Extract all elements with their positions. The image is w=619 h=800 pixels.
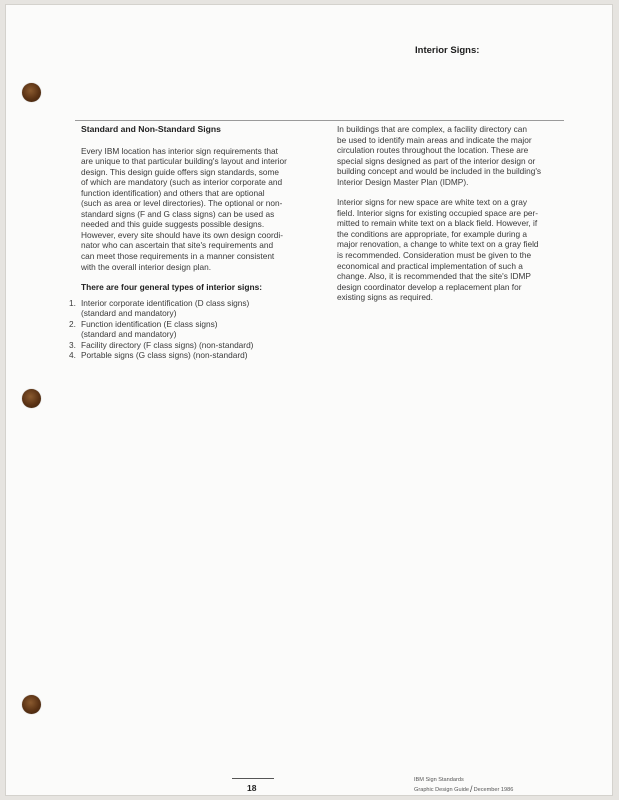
section-title: Interior Signs: (415, 45, 480, 56)
list-number: 2. (69, 318, 76, 329)
footer-line-2 (414, 784, 513, 794)
right-paragraph-2: Interior signs for new space are white text on a gray field. Interior signs for existing occupied space are per- mitted to remain white text on a black field. However, if the conditions are appropriate, for example during a major renovation, a change to white text on a gray field is recommended. Consideration must be given to the economical and practical implementation of such a change. Also, it is recommended that the site's IDMP design coordinator develop a replacement plan for existing signs as required. (337, 197, 539, 303)
top-divider (75, 120, 564, 121)
footer-slash: / (470, 784, 473, 794)
sign-types-list (69, 298, 316, 361)
binder-hole-bottom (22, 695, 41, 714)
list-item (69, 340, 316, 351)
right-paragraph-1: In buildings that are complex, a facility directory can be used to identify main areas and indicate the major circulation routes throughout the location. These are special signs designed as part of the interior design or building concept and would be included in the building's Interior Design Master Plan (IDMP). (337, 124, 542, 187)
list-number: 4. (69, 350, 76, 361)
document-page (5, 4, 613, 796)
list-text: Facility directory (F class signs) (non-standard) (81, 339, 254, 350)
list-number: 1. (69, 297, 76, 308)
left-heading: Standard and Non-Standard Signs (81, 124, 221, 134)
list-item (69, 350, 316, 361)
list-text: Portable signs (G class signs) (non-standard) (81, 350, 248, 361)
binder-hole-middle (22, 389, 41, 408)
footer-line-1: IBM Sign Standards (414, 777, 464, 783)
list-number: 3. (69, 339, 76, 350)
right-column (337, 124, 569, 313)
left-paragraph: Every IBM location has interior sign requirements that are unique to that particular building's layout and interior design. This design guide offers sign standards, some of which are mandatory (such as interior corporate and function identification) and others that are optional (such as area or level directories). The optional or non- standard signs (F and G class signs) can be used as needed and this guide suggests possible designs. However, every site should have its own design coordi- nator who can ascertain that site's requirements and can meet those requirements in a manner consistent with the overall interior design plan. (81, 145, 287, 272)
binder-hole-top (22, 83, 41, 102)
footer-guide: Graphic Design Guide (414, 787, 470, 793)
left-column (69, 124, 316, 361)
list-text: Interior corporate identification (D class signs) (standard and mandatory) (81, 297, 250, 319)
list-text: Function identification (E class signs) (standard and mandatory) (81, 318, 218, 340)
footer-date: December 1986 (473, 787, 514, 793)
list-item (69, 319, 316, 340)
footer-credit (414, 776, 513, 794)
page-number: 18 (247, 783, 257, 793)
page-number-rule (232, 778, 274, 779)
types-subheading: There are four general types of interior signs: (81, 282, 263, 293)
list-item (69, 298, 316, 319)
